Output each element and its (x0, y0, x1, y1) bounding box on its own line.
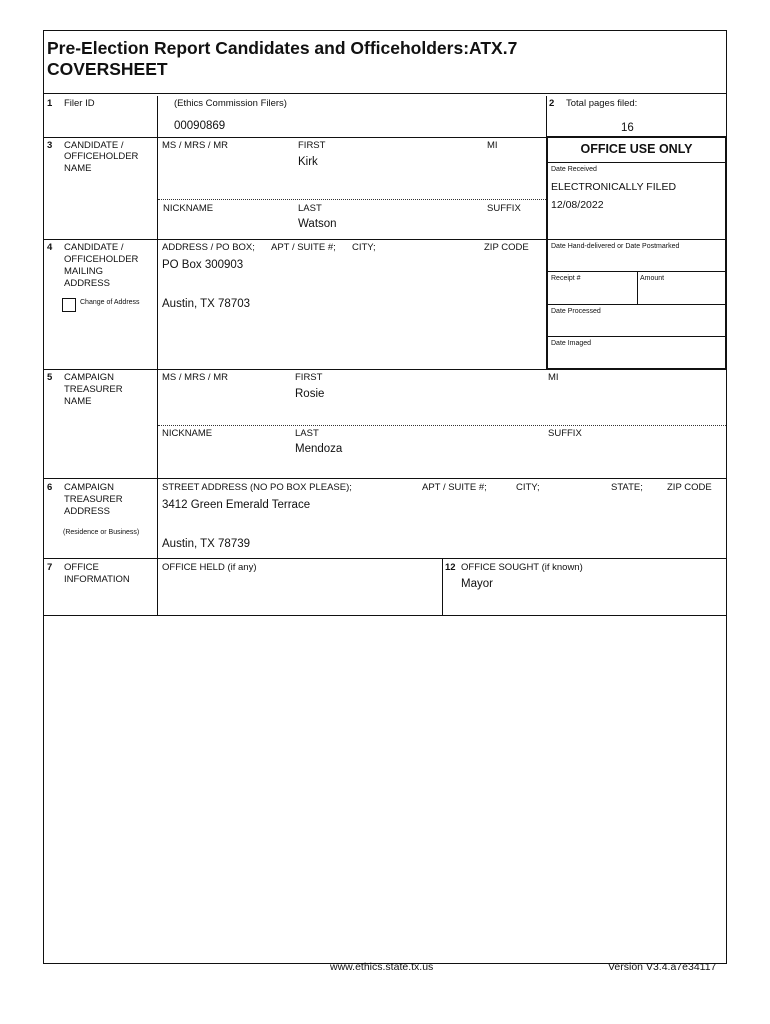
treasurer-nickname-label: NICKNAME (162, 428, 213, 439)
rule-office-column (442, 558, 443, 615)
candidate-first-label: FIRST (298, 140, 326, 151)
candidate-nickname-label: NICKNAME (163, 203, 214, 214)
change-of-address-checkbox[interactable] (62, 298, 76, 312)
treasurer-name-label-1: CAMPAIGN (64, 372, 114, 383)
date-processed-label: Date Processed (551, 308, 601, 315)
candidate-city-label: CITY; (352, 242, 376, 253)
treasurer-suffix-label: SUFFIX (548, 428, 582, 439)
candidate-prefix-label: MS / MRS / MR (162, 140, 228, 151)
candidate-address-label-1: CANDIDATE / (64, 242, 124, 253)
treasurer-address-label-1: CAMPAIGN (64, 482, 114, 493)
receipt-amount-divider (637, 271, 638, 304)
candidate-address-line-1: PO Box 300903 (162, 259, 244, 271)
office-sought-label: OFFICE SOUGHT (if known) (461, 562, 583, 573)
dotted-separator-treasurer (158, 425, 726, 426)
treasurer-state-label: STATE; (611, 482, 643, 493)
candidate-address-label-3: MAILING (64, 266, 104, 277)
candidate-address-line-2: Austin, TX 78703 (162, 298, 251, 310)
title-line-1: Pre-Election Report Candidates and Officeholders:ATX.7 (47, 38, 518, 58)
hand-delivered-label: Date Hand-delivered or Date Postmarked (551, 243, 680, 250)
treasurer-name-label-2: TREASURER (64, 384, 123, 395)
treasurer-address-label-3: ADDRESS (64, 506, 110, 517)
candidate-address-number: 4 (47, 242, 53, 253)
office-use-rule-4 (547, 336, 726, 337)
receipt-label: Receipt # (551, 275, 581, 282)
treasurer-address-label-2: TREASURER (64, 494, 123, 505)
dotted-separator-candidate (158, 199, 546, 200)
page-title (47, 38, 517, 80)
office-use-title-rule (547, 162, 726, 163)
office-use-title: OFFICE USE ONLY (580, 142, 693, 156)
title-line-2: COVERSHEET (47, 59, 168, 79)
office-use-rule-3 (547, 304, 726, 305)
candidate-address-field-label: ADDRESS / PO BOX; (162, 242, 255, 253)
treasurer-apt-label: APT / SUITE #; (422, 482, 487, 493)
treasurer-address-line-1: 3412 Green Emerald Terrace (162, 499, 311, 511)
change-of-address-label: Change of Address (80, 299, 140, 306)
candidate-mi-label: MI (487, 140, 498, 151)
rule-section-7 (43, 558, 727, 559)
treasurer-last-value: Mendoza (295, 443, 343, 455)
footer-version: Version V3.4.a7e34117 (608, 961, 717, 973)
treasurer-mi-label: MI (548, 372, 559, 383)
treasurer-street-label: STREET ADDRESS (NO PO BOX PLEASE); (162, 482, 352, 493)
date-imaged-label: Date Imaged (551, 340, 592, 347)
footer-url[interactable]: www.ethics.state.tx.us (330, 961, 434, 973)
office-info-label-2: INFORMATION (64, 574, 130, 585)
candidate-apt-label: APT / SUITE #; (271, 242, 336, 253)
rule-section-end (43, 615, 727, 616)
filer-id-label: Filer ID (64, 98, 95, 109)
total-pages-label: Total pages filed: (566, 98, 638, 109)
rule-under-title (43, 93, 727, 94)
treasurer-first-value: Rosie (295, 388, 325, 400)
total-pages-value: 16 (621, 122, 634, 134)
candidate-last-value: Watson (298, 218, 337, 230)
office-held-label: OFFICE HELD (if any) (162, 562, 257, 573)
residence-or-business-note: (Residence or Business) (63, 529, 140, 536)
rule-pages-column (546, 96, 547, 137)
date-received-value: 12/08/2022 (551, 199, 604, 211)
candidate-suffix-label: SUFFIX (487, 203, 521, 214)
rule-section-3 (43, 137, 547, 138)
office-sought-number: 12 (445, 562, 456, 573)
treasurer-name-label-3: NAME (64, 396, 92, 407)
filer-id-value: 00090869 (174, 120, 226, 132)
candidate-last-label: LAST (298, 203, 322, 214)
filer-id-sublabel: (Ethics Commission Filers) (174, 98, 287, 109)
treasurer-name-number: 5 (47, 372, 53, 383)
treasurer-address-number: 6 (47, 482, 53, 493)
candidate-address-label-4: ADDRESS (64, 278, 110, 289)
office-info-label-1: OFFICE (64, 562, 99, 573)
candidate-address-label-2: OFFICEHOLDER (64, 254, 139, 265)
treasurer-last-label: LAST (295, 428, 319, 439)
candidate-name-label-2: OFFICEHOLDER (64, 151, 139, 162)
total-pages-number: 2 (549, 98, 555, 109)
office-use-rule-1 (547, 239, 726, 240)
treasurer-zip-label: ZIP CODE (667, 482, 712, 493)
electronically-filed-status: ELECTRONICALLY FILED (551, 181, 677, 193)
candidate-first-value: Kirk (298, 156, 318, 168)
candidate-name-label-1: CANDIDATE / (64, 140, 124, 151)
candidate-name-label-3: NAME (64, 163, 92, 174)
office-info-number: 7 (47, 562, 53, 573)
treasurer-prefix-label: MS / MRS / MR (162, 372, 228, 383)
office-sought-value: Mayor (461, 578, 493, 590)
candidate-zip-label: ZIP CODE (484, 242, 529, 253)
candidate-name-number: 3 (47, 140, 53, 151)
rule-section-6 (43, 478, 727, 479)
rule-section-4 (43, 239, 547, 240)
amount-label: Amount (640, 275, 665, 282)
filer-id-number: 1 (47, 98, 53, 109)
treasurer-city-label: CITY; (516, 482, 540, 493)
treasurer-address-line-2: Austin, TX 78739 (162, 538, 251, 550)
rule-label-column (157, 96, 158, 615)
date-received-label: Date Received (551, 166, 597, 173)
treasurer-first-label: FIRST (295, 372, 323, 383)
